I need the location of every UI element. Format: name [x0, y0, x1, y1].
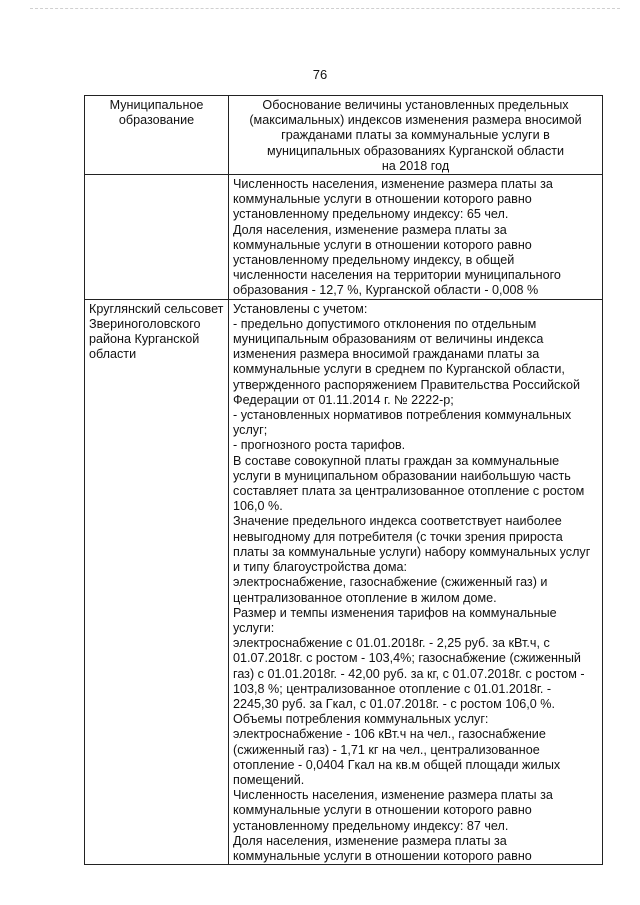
justification-text — [233, 302, 598, 865]
text-line: электроснабжение с 01.01.2018г. - 2,25 руб. за кВт.ч, с — [233, 636, 550, 651]
text-line: - прогнозного роста тарифов. — [233, 438, 406, 453]
text-line: коммунальные услуги в отношении которого равно — [233, 237, 532, 252]
text-line: 01.07.2018г. с ростом - 103,4%; газоснабжение (сжиженный — [233, 651, 581, 666]
text-line: Круглянский сельсовет — [89, 301, 224, 316]
text-line: коммунальные услуги в отношении которого равно — [233, 848, 532, 863]
text-line: Численность населения, изменение размера платы за — [233, 177, 553, 192]
text-line: изменения размера вносимой гражданами платы за — [233, 347, 540, 362]
text-line: коммунальные услуги в отношении которого равно — [233, 192, 532, 207]
text-line: и типу благоустройства дома: — [233, 560, 408, 575]
municipality-name-cell — [85, 299, 229, 865]
text-line: газ) с 01.01.2018г. - 42,00 руб. за кг, с 01.07.2018г. с ростом - — [233, 666, 585, 681]
text-line: установленному предельному индексу: 87 чел. — [233, 818, 509, 833]
text-line: Размер и темпы изменения тарифов на коммунальные — [233, 605, 557, 620]
text-line: Установлены с учетом: — [233, 301, 368, 316]
text-line: - предельно допустимого отклонения по отдельным — [233, 316, 537, 331]
text-line: 106,0 %. — [233, 499, 283, 514]
text-line: гражданами платы за коммунальные услуги в — [281, 128, 550, 143]
text-line: муниципальных образованиях Курганской области — [266, 143, 565, 158]
page-number: 76 — [312, 67, 328, 82]
continuation-text — [233, 177, 598, 299]
text-line: Звериноголовского — [89, 316, 201, 331]
header-col1-text — [89, 98, 224, 128]
text-line: образование — [118, 113, 195, 128]
text-line: муниципальным образованиям от величины индекса — [233, 332, 544, 347]
table-row-kruglyansky — [85, 299, 603, 865]
text-line: невыгодному для потребителя (с точки зрения прироста — [233, 529, 563, 544]
text-line: платы за коммунальные услуги) набору коммунальных услуг — [233, 544, 591, 559]
text-line: Обоснование величины установленных предельных — [262, 98, 569, 112]
text-line: 103,8 %; централизованное отопление с 01.01.2018г. - — [233, 681, 552, 696]
justification-cell — [229, 299, 603, 865]
text-line: установленному предельному индексу: 65 чел. — [233, 207, 509, 222]
text-line: области — [89, 347, 137, 362]
text-line: электроснабжение, газоснабжение (сжиженный газ) и — [233, 575, 548, 590]
text-line: В составе совокупной платы граждан за коммунальные — [233, 453, 560, 468]
text-line: централизованное отопление в жилом доме. — [233, 590, 497, 605]
municipality-name — [89, 302, 224, 363]
text-line: Значение предельного индекса соответствует наиболее — [233, 514, 562, 529]
indices-table — [84, 95, 603, 865]
text-line: составляет плата за централизованное отопление с ростом — [233, 484, 585, 499]
text-line: 2245,30 руб. за Гкал, с 01.07.2018г. - с ростом 106,0 %. — [233, 696, 555, 711]
text-line: коммунальные услуги в отношении которого равно — [233, 803, 532, 818]
text-line: (сжиженный газ) - 1,71 кг на чел., централизованное — [233, 742, 540, 757]
text-line: электроснабжение - 106 кВт.ч на чел., газоснабжение — [233, 727, 546, 742]
text-line: коммунальные услуги в среднем по Курганской области, — [233, 362, 565, 377]
text-line: услуг; — [233, 423, 268, 438]
table-header-row — [85, 96, 603, 175]
text-line: - установленных нормативов потребления коммунальных — [233, 408, 572, 423]
header-col2-text — [233, 98, 598, 174]
scan-artifact-line — [30, 8, 620, 11]
text-line: отопление - 0,0404 Гкал на кв.м общей площади жилых — [233, 757, 561, 772]
header-municipality — [85, 96, 229, 175]
text-line: на 2018 год — [381, 158, 450, 173]
continuation-municipality-cell — [85, 175, 229, 300]
table-row-continuation — [85, 175, 603, 300]
text-line: численности населения на территории муниципального — [233, 268, 561, 283]
text-line: услуги в муниципальном образовании наибольшую часть — [233, 468, 571, 483]
text-line: Доля населения, изменение размера платы за — [233, 222, 507, 237]
text-line: Объемы потребления коммунальных услуг: — [233, 712, 489, 727]
text-line: помещений. — [233, 772, 305, 787]
text-line: Доля населения, изменение размера платы за — [233, 833, 507, 848]
text-line: установленному предельному индексу, в общей — [233, 253, 515, 268]
continuation-justification-cell — [229, 175, 603, 300]
text-line: Федерации от 01.11.2014 г. № 2222-р; — [233, 392, 454, 407]
text-line: Численность населения, изменение размера платы за — [233, 788, 553, 803]
text-line: услуги: — [233, 620, 275, 635]
text-line: утвержденного распоряжением Правительства Российской — [233, 377, 581, 392]
text-line: района Курганской — [89, 332, 200, 347]
text-line: Муниципальное — [109, 98, 204, 112]
text-line: (максимальных) индексов изменения размера вносимой — [249, 113, 582, 128]
header-justification — [229, 96, 603, 175]
text-line: образования - 12,7 %, Курганской области - 0,008 % — [233, 283, 539, 298]
